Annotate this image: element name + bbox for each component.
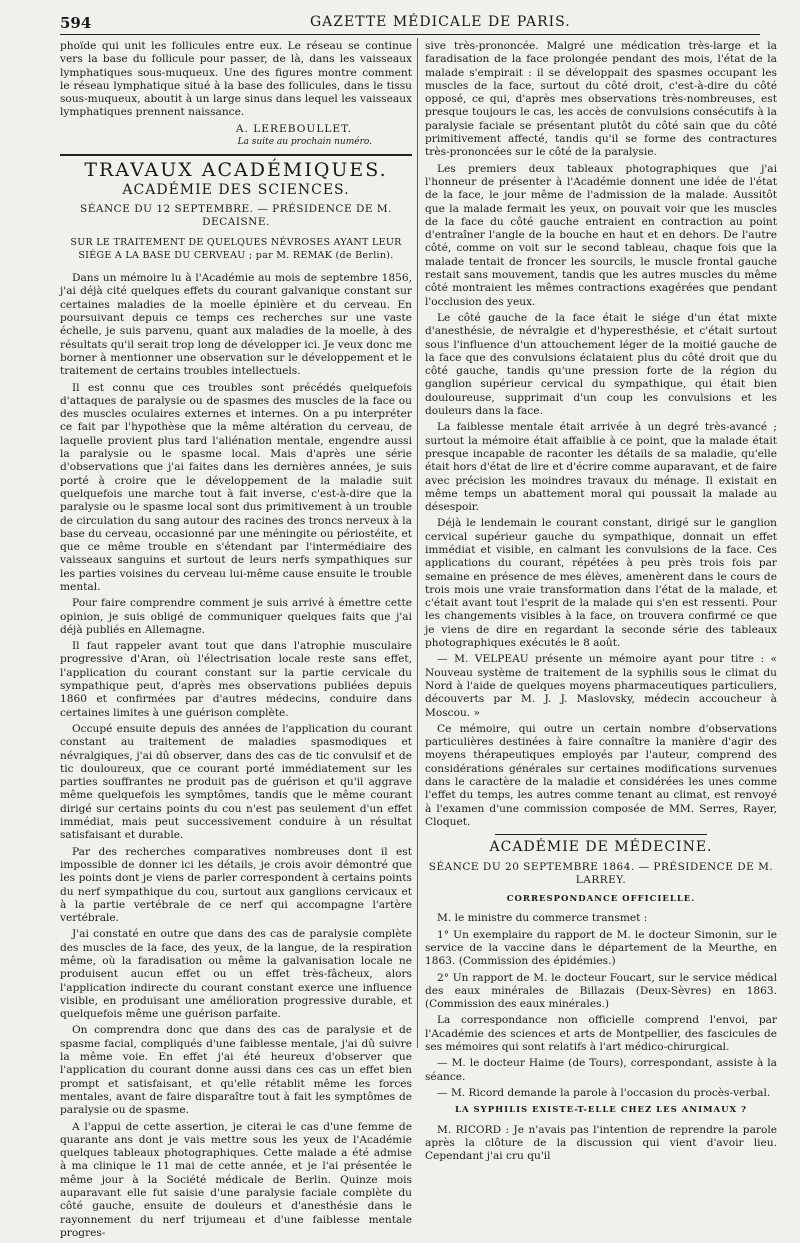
paragraph: 2° Un rapport de M. le docteur Foucart, sur le service médical des eaux minérales de Billazais (Deux-Sèvres) en 1863. (Commission des eaux minérales.) (425, 971, 777, 1011)
paragraph: Il faut rappeler avant tout que dans l'atrophie musculaire progressive d'Aran, où l'électrisation locale reste sans effet, l'application du courant constant sur la partie cervicale du sympathique peut, d'après mes observations publiées depuis 1860 et confirmées par d'autres médecins, conduire dans certaines limites à une guérison complète. (60, 640, 412, 719)
paragraph: Pour faire comprendre comment je suis arrivé à émettre cette opinion, je suis obligé de communiquer quelques faits que j'ai déjà publiés en Allemagne. (60, 597, 412, 636)
right-column (425, 40, 777, 1166)
academy-heading: ACADÉMIE DE MÉDECINE. (489, 839, 713, 856)
paragraph: — M. VELPEAU présente un mémoire ayant pour titre : « Nouveau système de traitement de la syphilis sous le climat du Nord à l'aide de quelques moyens pharmaceutiques particuliers, découverts par M. J. J. Maslovsky, médecin accoucheur à Moscou. » (425, 653, 777, 719)
paragraph: — M. le docteur Haime (de Tours), correspondant, assiste à la séance. (425, 1057, 777, 1083)
paragraph: Dans un mémoire lu à l'Académie au mois de septembre 1856, j'ai déjà cité quelques effets du courant galvanique constant sur certaines maladies de la moelle épinière et du cerveau. En poursuivant depuis ce temps ces recherches sur une vaste échelle, je suis parvenu, quant aux maladies de la moelle, à des résultats qu'il serait trop long de développer ici. Je veux donc me borner à mentionner une observation sur le développement et le traitement de certains troubles intellectuels. (60, 272, 412, 378)
paragraph: Les premiers deux tableaux photographiques que j'ai l'honneur de présenter à l'Académie donnent une idée de l'état de la face, le jour même de l'admission de la malade. Aussitôt que la malade fermait les yeux, on pouvait voir que les muscles de la face du côté gauche entraient en contraction au point d'entraîner l'angle de la bouche en haut et en dehors. De l'autre côté, comme on voit sur le second tableau, chaque fois que la malade tentait de froncer les sourcils, le muscle frontal gauche restait sans mouvement, tandis que les autres muscles du même côté montraient les mêmes contractions exagérées que pendant l'occlusion des yeux. (425, 162, 777, 308)
session-heading: SÉANCE DU 20 SEPTEMBRE 1864. — PRÉSIDENCE DE M. LARREY. (428, 860, 774, 886)
paragraph: Occupé ensuite depuis des années de l'application du courant constant au traitement de maladies spasmodiques et névralgiques, j'ai dû observer, dans des cas de tic convulsif et de tic douloureux, que ce courant porté immédiatement sur les parties souffrantes ne produit pas de guérison et qu'il aggrave même quelquefois les symptômes, tandis que le même courant dirigé sur certains points du cou n'est pas seulement d'un effet immédiat, mais peut successivement conduire à un résultat satisfaisant et durable. (60, 722, 412, 842)
paragraph: On comprendra donc que dans des cas de paralysie et de spasme facial, compliqués d'une faiblesse mentale, j'ai dû suivre la même voie. En effet j'ai été heureux d'observer que l'application du courant donne aussi dans ces cas un effet bien prompt et satisfaisant, et qu'elle rétablit même les forces mentales, avant de faire disparaître tout à fait les symptômes de paralysie ou de spasme. (60, 1024, 412, 1117)
paragraph: M. RICORD : Je n'avais pas l'intention de reprendre la parole après la clôture de la discussion qui vient d'avoir lieu. Cependant j'ai cru qu'il (425, 1123, 777, 1163)
academy-heading: ACADÉMIE DES SCIENCES. (122, 181, 350, 198)
section-heading: TRAVAUX ACADÉMIQUES. (84, 159, 388, 182)
page-header (60, 14, 760, 35)
author-signature: A. LEREBOULLET. (235, 122, 352, 135)
paragraph: La correspondance non officielle comprend l'envoi, par l'Académie des sciences et arts de Montpellier, des fascicules de ses mémoires qui sont relatifs à l'art médico-chirurgical. (425, 1014, 777, 1054)
left-column (60, 40, 412, 1243)
paragraph: M. le ministre du commerce transmet : (437, 912, 648, 925)
paragraph: La faiblesse mentale était arrivée à un degré très-avancé ; surtout la mémoire était affaiblie à ce point, que la malade était presque incapable de raconter les détails de sa maladie, qu'elle était hors d'état de lire et d'écrire comme auparavant, et de faire avec précision les moindres travaux du ménage. Il existait en même temps un abattement moral qui poussait la malade au désespoir. (425, 421, 777, 514)
paragraph: J'ai constaté en outre que dans des cas de paralysie complète des muscles de la face, des yeux, de la langue, de la respiration même, où la faradisation ou même la galvanisation locale ne produisent aucun effet ou un effet très-fâcheux, alors l'application indirecte du courant constant exerce une influence visible, en produisant une amélioration progressive durable, et quelquefois même une guérison parfaite. (60, 928, 412, 1021)
running-title: GAZETTE MÉDICALE DE PARIS. (310, 14, 571, 30)
paragraph: Le côté gauche de la face était le siége d'un état mixte d'anesthésie, de névralgie et d'hyperesthésie, et c'était surtout sous l'influence d'un attouchement léger de la moitié gauche de la face que des convulsions éclataient plus du côté droit que du côté gauche, tandis qu'une pression forte de la région du ganglion supérieur cervical du sympathique, qui était bien douloureuse, supprimait d'un coup les convulsions et les douleurs dans la face. (425, 311, 777, 418)
subsection-heading: LA SYPHILIS EXISTE-T-ELLE CHEZ LES ANIMAUX ? (454, 1105, 748, 1116)
page-number: 594 (60, 14, 92, 32)
session-heading: SÉANCE DU 12 SEPTEMBRE. — PRÉSIDENCE DE M. DECAISNE. (80, 202, 392, 229)
paragraph: 1° Un exemplaire du rapport de M. le docteur Simonin, sur le service de la vaccine dans le département de la Meurthe, en 1863. (Commission des épidémies.) (425, 928, 777, 968)
column-divider (417, 38, 418, 1048)
paragraph: Déjà le lendemain le courant constant, dirigé sur le ganglion cervical supérieur gauche du sympathique, donnait un effet immédiat et visible, en calmant les convulsions de la face. Ces applications du courant, répétées à peu près trois fois par semaine en présence de mes élèves, amenèrent dans le cours de trois mois une vraie transformation dans l'état de la malade, et c'était avant tout l'esprit de la malade qui s'en est ressenti. Pour les changements visibles à la face, on trouvera confirmé ce que je viens de dire en regardant la seconde série des tableaux photographiques exécutés le 8 août. (425, 517, 777, 650)
continuation-note: La suite au prochain numéro. (237, 137, 372, 148)
paragraph: Ce mémoire, qui outre un certain nombre d'observations particulières destinées à faire connaître la manière d'agir des moyens thérapeutiques employés par l'auteur, comprend des considérations générales sur certaines modifications survenues dans le caractère de la maladie et considérées les unes comme l'effet du temps, les autres comme tenant au climat, est renvoyé à l'examen d'une commission composée de MM. Serres, Rayer, Cloquet. (425, 722, 777, 828)
paragraph: phoïde qui unit les follicules entre eux. Le réseau se continue vers la base du follicule pour passer, de là, dans les vaisseaux lymphatiques sous-muqueux. Une des figures montre comment le réseau lymphatique situé à la base des follicules, dans le tissu sous-muqueux, aboutit à un large sinus dans lequel les vaisseaux lymphatiques prennent naissance. (60, 40, 412, 119)
subsection-heading: CORRESPONDANCE OFFICIELLE. (506, 894, 696, 905)
article-title: SUR LE TRAITEMENT DE QUELQUES NÉVROSES AYANT LEUR SIÉGE A LA BASE DU CERVEAU ; par M. REMAK (de Berlin). (70, 236, 402, 261)
paragraph: Par des recherches comparatives nombreuses dont il est impossible de donner ici les détails, je crois avoir démontré que les points dont je viens de parler correspondent à certains points du nerf sympathique du cou, surtout aux ganglions cervicaux et à la partie vertébrale de ce nerf qui accompagne l'artère vertébrale. (60, 845, 412, 925)
paragraph: — M. Ricord demande la parole à l'occasion du procès-verbal. (437, 1086, 771, 1099)
paragraph: A l'appui de cette assertion, je citerai le cas d'une femme de quarante ans dont je vais mettre sous les yeux de l'Académie quelques tableaux photographiques. Cette malade a été admise à ma clinique le 11 mai de cette année, et je l'ai présentée le même jour à la Société médicale de Berlin. Quinze mois auparavant elle fut saisie d'une paralysie faciale complète du côté gauche, ensuite de douleurs et d'anesthésie dans le rayonnement du nerf trijumeau et d'une faiblesse mentale progres- (60, 1120, 412, 1239)
paragraph: Il est connu que ces troubles sont précédés quelquefois d'attaques de paralysie ou de spasmes des muscles de la face ou des muscles oculaires externes et internes. On a pu interpréter ce fait par l'hypothèse que la même altération du cerveau, de laquelle provient plus tard l'aliénation mentale, engendre aussi la paralysie ou le spasme local. Mais d'après une série d'observations que j'ai faites dans les dernières années, je suis porté à croire que le développement de la maladie suit quelquefois une marche tout à fait inverse, c'est-à-dire que la paralysie ou le spasme local sont dus primitivement à un trouble de circulation du sang autour des racines des troncs nerveux à la base du cerveau, occasionné par une méningite ou périostéite, et que ce même trouble en s'étendant par l'intermédiaire des vaisseaux sanguins et surtout de leurs nerfs sympathiques sur les parties voisines du cerveau lui-même cause ensuite le trouble mental. (60, 381, 412, 593)
section-rule (495, 834, 706, 835)
paragraph: sive très-prononcée. Malgré une médication très-large et la faradisation de la face prolongée pendant des mois, l'état de la malade s'empirait : il se développait des spasmes occupant les muscles de la face, surtout du côté droit, c'est-à-dire du côté opposé, ce qui, d'après mes observations très-nombreuses, est presque toujours le cas, les accès de convulsions consécutifs à la paralysie faciale se présentant plutôt du côté sain que du côté primitivement affecté, tandis qu'il se forme des contractures très-prononcées sur le côté de la paralysie. (425, 40, 777, 159)
section-rule (60, 154, 412, 156)
